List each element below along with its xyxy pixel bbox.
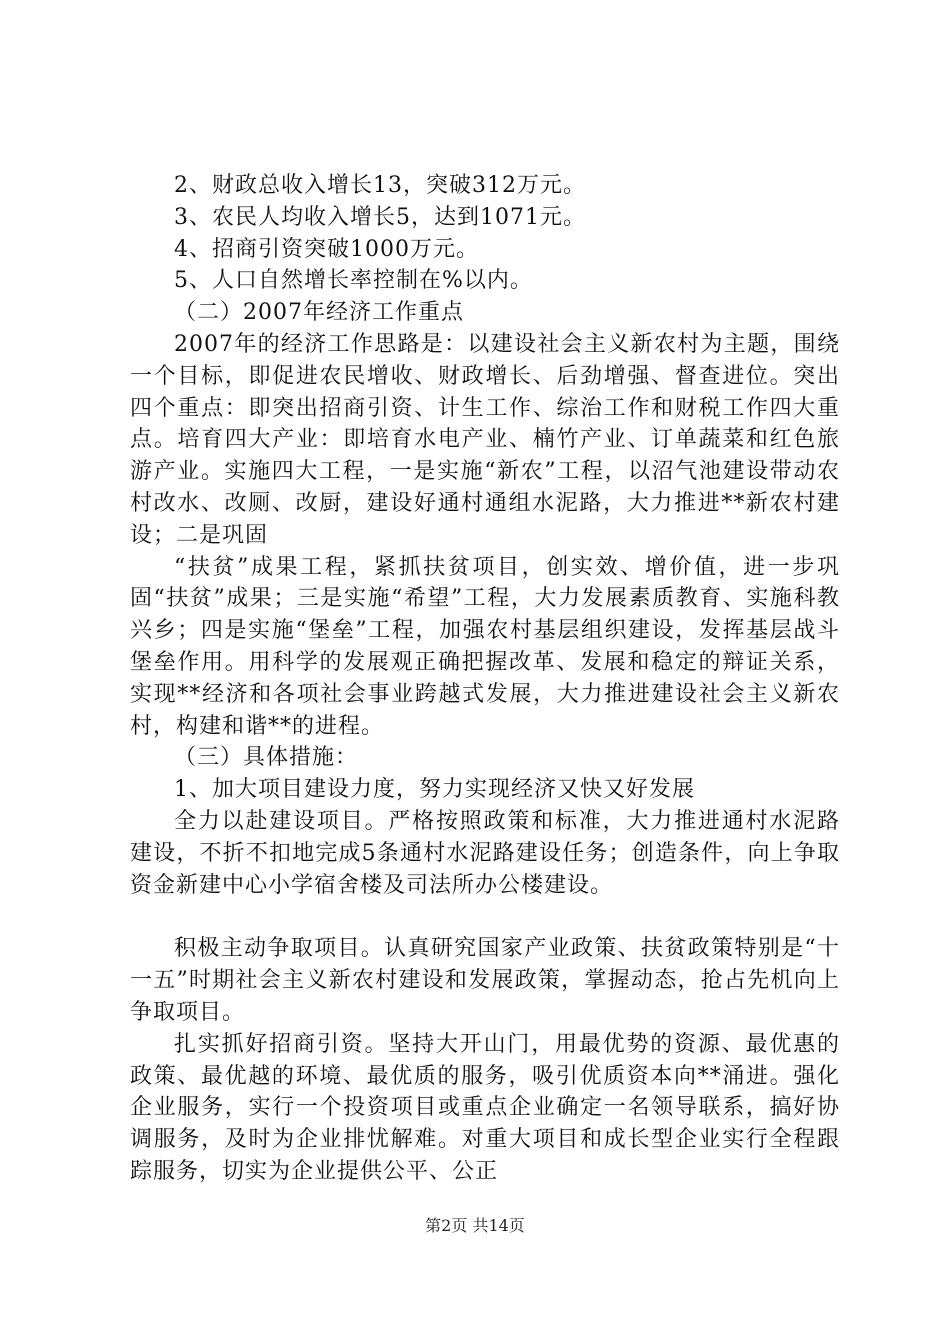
section-heading-2: （二）2007年经济工作重点 <box>174 300 464 326</box>
paragraph-build-projects: 全力以赴建设项目。严格按照政策和标准，大力推进通村水泥路建设，不折不扣地完成5条通村水泥路建设任务；创造条件，向上争取资金新建中心小学宿舍楼及司法所办公楼建设。 <box>130 808 840 898</box>
target-item-3: 3、农民人均收入增长5，达到1071元。 <box>174 204 586 230</box>
paragraph-poverty-results: “扶贫”成果工程，紧抓扶贫项目，创实效、增价值，进一步巩固“扶贫”成果；三是实施“希望”工程，大力发展素质教育、实施科教兴乡；四是实施“堡垒”工程，加强农村基层组织建设，发挥基层战斗堡垒作用。用科学的发展观正确把握改革、发展和稳定的辩证关系，实现**经济和各项社会事业跨越式发展，大力推进建设社会主义新农村，构建和谐**的进程。 <box>130 554 840 739</box>
target-item-2: 2、财政总收入增长13，突破312万元。 <box>174 173 586 198</box>
measure-heading-1: 1、加大项目建设力度，努力实现经济又快又好发展 <box>174 777 695 803</box>
page-footer: 第2页 共14页 <box>425 1216 525 1235</box>
document-body <box>130 170 840 1188</box>
paragraph-work-approach: 2007年的经济工作思路是：以建设社会主义新农村为主题，围绕一个目标，即促进农民增收、财政增长、后劲增强、督查进位。突出四个重点：即突出招商引资、计生工作、综治工作和财税工作四大重点。培育四大产业：即培育水电产业、楠竹产业、订单蔬菜和红色旅游产业。实施四大工程，一是实施“新农”工程，以沼气池建设带动农村改水、改厕、改厨，建设好通村通组水泥路，大力推进**新农村建设；二是巩固 <box>130 331 840 548</box>
section-heading-3: （三）具体措施： <box>174 745 359 771</box>
paragraph-seek-projects: 积极主动争取项目。认真研究国家产业政策、扶贫政策特别是“十一五”时期社会主义新农村建设和发展政策，掌握动态，抢占先机向上争取项目。 <box>130 936 840 1025</box>
paragraph-investment: 扎实抓好招商引资。坚持大开山门，用最优势的资源、最优惠的政策、最优越的环境、最优质的服务，吸引优质资本向**涌进。强化企业服务，实行一个投资项目或重点企业确定一名领导联系，搞好协调服务，及时为企业排忧解难。对重大项目和成长型企业实行全程跟踪服务，切实为企业提供公平、公正 <box>130 1031 840 1184</box>
target-item-5: 5、人口自然增长率控制在%以内。 <box>174 268 533 294</box>
target-item-4: 4、招商引资突破1000万元。 <box>174 236 479 262</box>
